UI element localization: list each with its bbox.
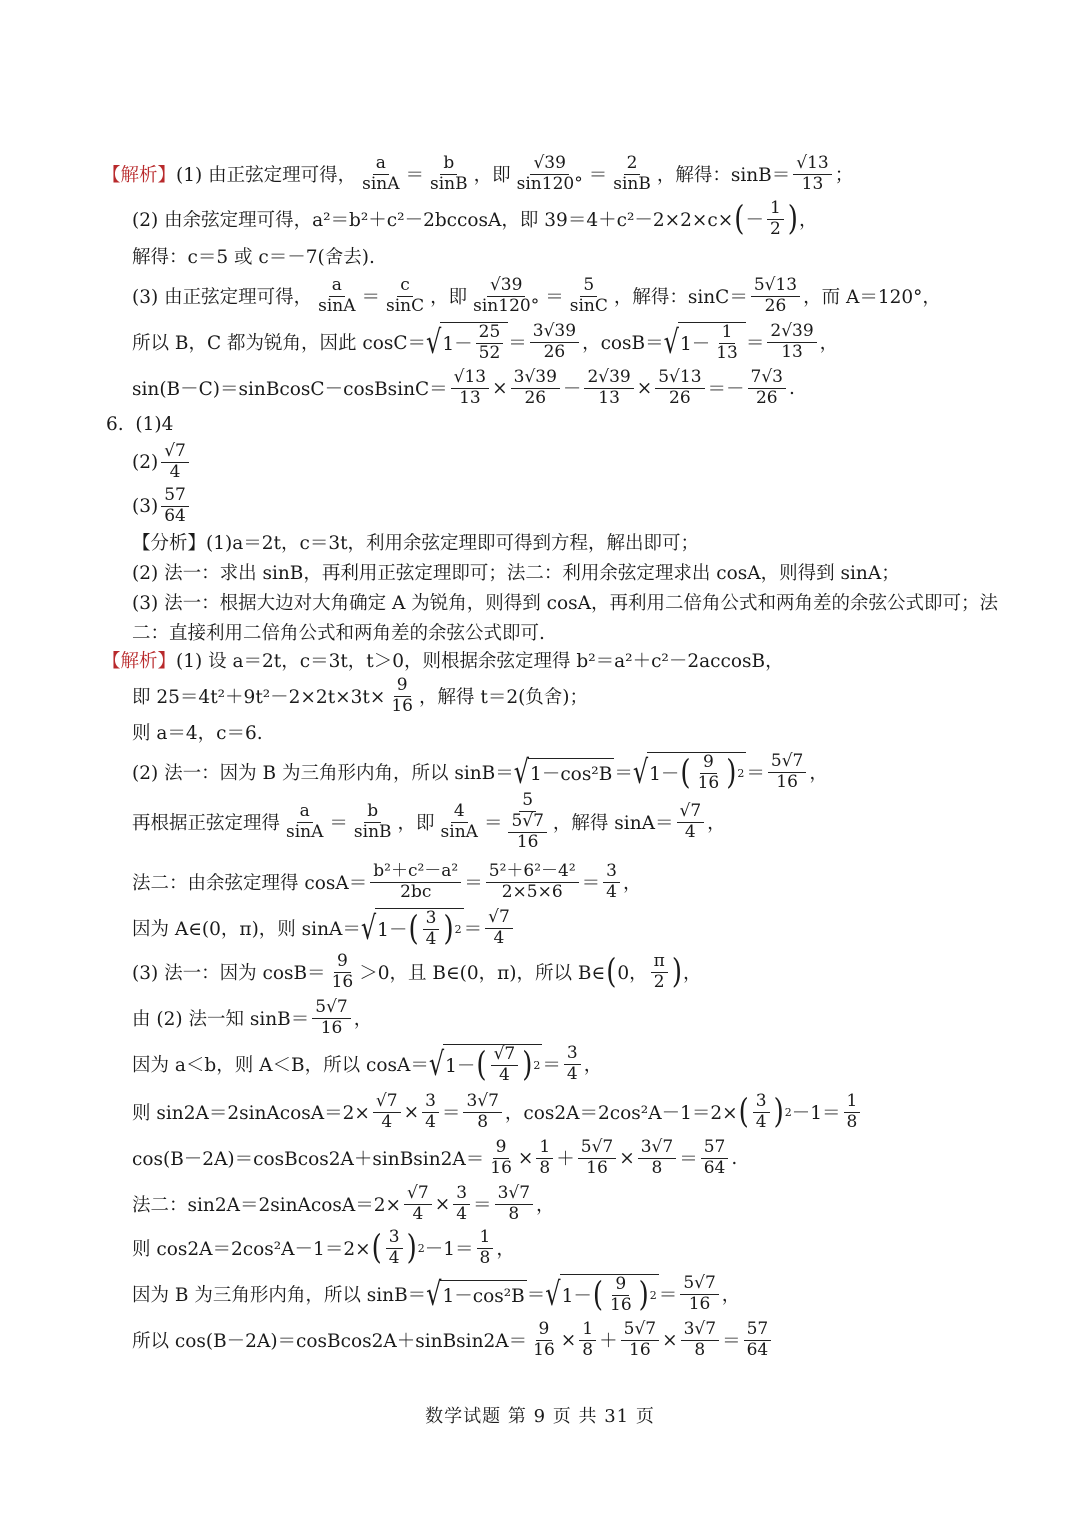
text: (2) 由余弦定理可得，a²＝b²＋c²－2bccosA，即 39＝4＋c²－2×2×c× — [132, 210, 734, 231]
text: (2) — [132, 451, 159, 473]
fraction: $\frac{√13}{13}$ — [793, 155, 831, 194]
q6-jiexi-8: (3) 法一：因为 cosB＝ $\frac{9}{16}$ ＞0，且 B∈(0，π)，所以 B∈ ( 0， $\frac{\pi}{2}$ ) ， — [132, 950, 702, 992]
text: ，cos2A＝2cos²A－1＝2× — [504, 1103, 738, 1124]
text: ， — [682, 963, 702, 984]
fraction: $\frac{2√39}{13}$ — [767, 323, 816, 362]
text: ，解得：sinB＝ — [656, 165, 791, 186]
q6-answer-3: (3) $\frac{57}{64}$ — [132, 482, 192, 530]
text: 因为 B 为三角形内角，所以 sinB＝ — [132, 1285, 427, 1306]
fraction: $\frac{b}{\sin B}$ — [430, 152, 468, 194]
jiexi-tag: 【解析】 — [102, 165, 177, 186]
text: 所以 cos(B－2A)＝cosBcos2A＋sinBsin2A＝ — [132, 1331, 528, 1352]
text: ， — [809, 763, 828, 784]
q5-line-1: 【解析】 (1) 由正弦定理可得， $\frac{a}{\sin A}$ ＝ $\frac{b}{\sin B}$ ，即 $\frac{√39}{\sin 120^\circ}$ ＝ $\frac{2}{\sin B}$ ，解得：sinB＝ $\frac{√13}{13}$ ； — [102, 152, 854, 194]
text: 所以 B，C 都为锐角，因此 cosC＝ — [132, 333, 427, 354]
text: (1)a＝2t，c＝3t，利用余弦定理即可得到方程，解出即可； — [206, 533, 700, 554]
q5-line-4: (3) 由正弦定理可得， $\frac{a}{\sin A}$ ＝ $\frac{c}{\sin C}$ ，即 $\frac{√39}{\sin 120^\circ}$ ＝ $\frac{5}{\sin C}$ ，解得：sinC＝ $\frac{5√13}{26}$ ，而 A＝120°， — [132, 274, 941, 316]
fraction: $\frac{c}{\sin C}$ — [386, 274, 425, 316]
text: (1) 由正弦定理可得， — [176, 165, 357, 186]
text: (3) 由正弦定理可得， — [132, 287, 313, 308]
q6-jiexi-6: 法二：由余弦定理得 cosA＝ $\frac{\text{b²＋c²－a²}}{2bc}$ ＝ $\frac{\text{5²＋6²－4²}}{2\times 5\times 6}$ ＝ $\frac{3}{4}$ ， — [132, 860, 642, 902]
text: (3) — [132, 495, 159, 517]
jiexi-tag: 【解析】 — [102, 651, 177, 672]
sqrt: √ 1－ $\frac{1}{13}$ — [664, 322, 746, 363]
text: 则 a＝4，c＝6. — [132, 723, 263, 744]
text: 再根据正弦定理得 — [132, 813, 281, 834]
text: ，解得 t＝2(负舍)； — [419, 687, 589, 708]
text: (1)4 — [135, 413, 174, 435]
q6-jiexi-13: 法二：sin2A＝2sinAcosA＝2× $\frac{√7}{4}$ × $\frac{3}{4}$ ＝ $\frac{3√7}{8}$ ， — [132, 1182, 555, 1224]
text: ，cosB＝ — [582, 333, 664, 354]
text: 法二：sin2A＝2sinAcosA＝2× — [132, 1195, 402, 1216]
q5-line-2: (2) 由余弦定理可得，a²＝b²＋c²－2bccosA，即 39＝4＋c²－2×2×c× ( － $\frac{1}{2}$ ) ， — [132, 197, 818, 239]
text: ， — [536, 1195, 555, 1216]
text: 即 25＝4t²＋9t²－2×2t×3t× — [132, 687, 386, 708]
q6-jiexi-10: 因为 a＜b，则 A＜B，所以 cosA＝ √ 1－ ( $\frac{√7}{4}$ ) 2 ＝ $\frac{3}{4}$ ， — [132, 1042, 603, 1085]
text: ， — [707, 813, 726, 834]
text: 解得：c＝5 或 c＝－7(舍去). — [132, 247, 375, 268]
q6-jiexi-4: (2) 法一：因为 B 为三角形内角，所以 sinB＝ √ 1－cos²B ＝ √ 1－ ( $\frac{9}{16}$ ) 2 ＝ $\frac{5√7}{16}$ ， — [132, 750, 828, 793]
text: ，解得：sinC＝ — [613, 287, 748, 308]
text: ， — [721, 1285, 741, 1306]
text: ， — [798, 210, 818, 231]
q6-jiexi-9: 由 (2) 法一知 sinB＝ $\frac{5√7}{16}$ ， — [132, 996, 373, 1038]
text: ， — [353, 1009, 373, 1030]
text: 则 cos2A＝2cos²A－1＝2× — [132, 1239, 371, 1260]
text: ，即 — [473, 165, 511, 186]
text: ＞0，且 B∈(0，π)，所以 B∈ — [359, 963, 606, 984]
text: 二：直接利用二倍角公式和两角差的余弦公式即可. — [132, 623, 545, 644]
q6-jiexi-14: 则 cos2A＝2cos²A－1＝2× ( $\frac{3}{4}$ ) 2 －1＝ $\frac{1}{8}$ ， — [132, 1226, 515, 1268]
question-number: 6. — [106, 413, 124, 435]
q5-line-5: 所以 B，C 都为锐角，因此 cosC＝ √ 1－ $\frac{25}{52}$ ＝ $\frac{3√39}{26}$ ，cosB＝ √ 1－ $\frac{1}{13}$ ＝ $\frac{2√39}{13}$ ， — [132, 320, 839, 363]
fraction: $\frac{1}{2}$ — [767, 200, 784, 239]
text: (2) 法一：求出 sinB，再利用正弦定理即可；法二：利用余弦定理求出 cosA，则得到 sinA； — [132, 563, 900, 584]
q5-line-6: sin(B－C)＝sinBcosC－cosBsinC＝ $\frac{√13}{13}$ × $\frac{3√39}{26}$ － $\frac{2√39}{13}$ × $\frac{5√13}{26}$ ＝－ $\frac{7√3}{26}$ . — [132, 366, 795, 408]
text: (3) 法一：因为 cosB＝ — [132, 963, 326, 984]
text: 因为 a＜b，则 A＜B，所以 cosA＝ — [132, 1055, 429, 1076]
fraction: $\frac{2}{\sin B}$ — [613, 152, 651, 194]
text: 法二：由余弦定理得 cosA＝ — [132, 873, 368, 894]
fraction: $\frac{√39}{\sin 120^\circ}$ — [473, 274, 540, 316]
q6-jiexi-11: 则 sin2A＝2sinAcosA＝2× $\frac{√7}{4}$ × $\frac{3}{4}$ ＝ $\frac{3√7}{8}$ ，cos2A＝2cos²A－1＝2× ( $\frac{3}{4}$ ) 2 －1＝ $\frac{1}{8}$ — [132, 1088, 863, 1136]
q6-jiexi-7: 因为 A∈(0，π)，则 sinA＝ √ 1－ ( $\frac{3}{4}$ ) 2 ＝ $\frac{√7}{4}$ — [132, 904, 516, 952]
text: (1) 设 a＝2t，c＝3t，t＞0，则根据余弦定理得 b²＝a²＋c²－2accosB， — [176, 651, 784, 672]
text: cos(B－2A)＝cosBcos2A＋sinBsin2A＝ — [132, 1149, 485, 1170]
text: 因为 A∈(0，π)，则 sinA＝ — [132, 919, 361, 940]
q6-jiexi-15: 因为 B 为三角形内角，所以 sinB＝ √ 1－cos²B ＝ √ 1－ ( $\frac{9}{16}$ ) 2 ＝ $\frac{5√7}{16}$ ， — [132, 1272, 741, 1315]
fraction: $\frac{a}{\sin A}$ — [362, 152, 400, 194]
q6-jiexi-16: 所以 cos(B－2A)＝cosBcos2A＋sinBsin2A＝ $\frac{9}{16}$ × $\frac{1}{8}$ ＋ $\frac{5√7}{16}$ × $\frac{3√7}{8}$ ＝ $\frac{57}{64}$ — [132, 1316, 774, 1364]
text: ， — [819, 333, 839, 354]
text: ； — [834, 165, 854, 186]
text: ， — [623, 873, 642, 894]
fraction: $\frac{5√13}{26}$ — [751, 277, 800, 316]
text: . — [731, 1147, 738, 1169]
q6-jiexi-12: cos(B－2A)＝cosBcos2A＋sinBsin2A＝ $\frac{9}{16}$ × $\frac{1}{8}$ ＋ $\frac{5√7}{16}$ × $\frac{3√7}{8}$ ＝ $\frac{57}{64}$ . — [132, 1136, 738, 1178]
q6-jiexi-2: 即 25＝4t²＋9t²－2×2t×3t× $\frac{9}{16}$ ，解得 t＝2(负舍)； — [132, 674, 589, 716]
page-footer: 数学试题 第 9 页 共 31 页 — [425, 1406, 655, 1427]
text: (3) 法一：根据大边对大角确定 A 为锐角，则得到 cosA，再利用二倍角公式和两角差的余弦公式即可；法 — [132, 593, 998, 614]
text: 由 (2) 法一知 sinB＝ — [132, 1009, 310, 1030]
fraction: $\frac{√39}{\sin 120^\circ}$ — [516, 152, 583, 194]
fraction: $\frac{5}{\sin C}$ — [569, 274, 608, 316]
q6-answer-2: (2) $\frac{√7}{4}$ — [132, 438, 192, 486]
text: . — [789, 377, 795, 399]
text: ＝ — [614, 763, 633, 784]
text: 则 sin2A＝2sinAcosA＝2× — [132, 1103, 370, 1124]
fraction: $\frac{a}{\sin A}$ — [318, 274, 356, 316]
text: sin(B－C)＝sinBcosC－cosBsinC＝ — [132, 379, 448, 400]
text: ， — [583, 1055, 603, 1076]
fraction: $\frac{3√39}{26}$ — [530, 323, 579, 362]
text: ，解得 sinA＝ — [552, 813, 674, 834]
sqrt: √ 1－ $\frac{25}{52}$ — [426, 322, 508, 363]
text: ，即 — [397, 813, 435, 834]
fenxi-tag: 【分析】 — [132, 533, 207, 554]
text: ，而 A＝120°， — [803, 287, 941, 308]
text: ， — [496, 1239, 515, 1260]
q6-jiexi-5: 再根据正弦定理得 $\frac{a}{\sin A}$ ＝ $\frac{b}{\sin B}$ ，即 $\frac{4}{\sin A}$ ＝ $\frac{5}{\frac{5√7}{16}}$ ，解得 sinA＝ $\frac{√7}{4}$ ， — [132, 790, 726, 852]
text: (2) 法一：因为 B 为三角形内角，所以 sinB＝ — [132, 763, 514, 784]
text: ，即 — [430, 287, 468, 308]
